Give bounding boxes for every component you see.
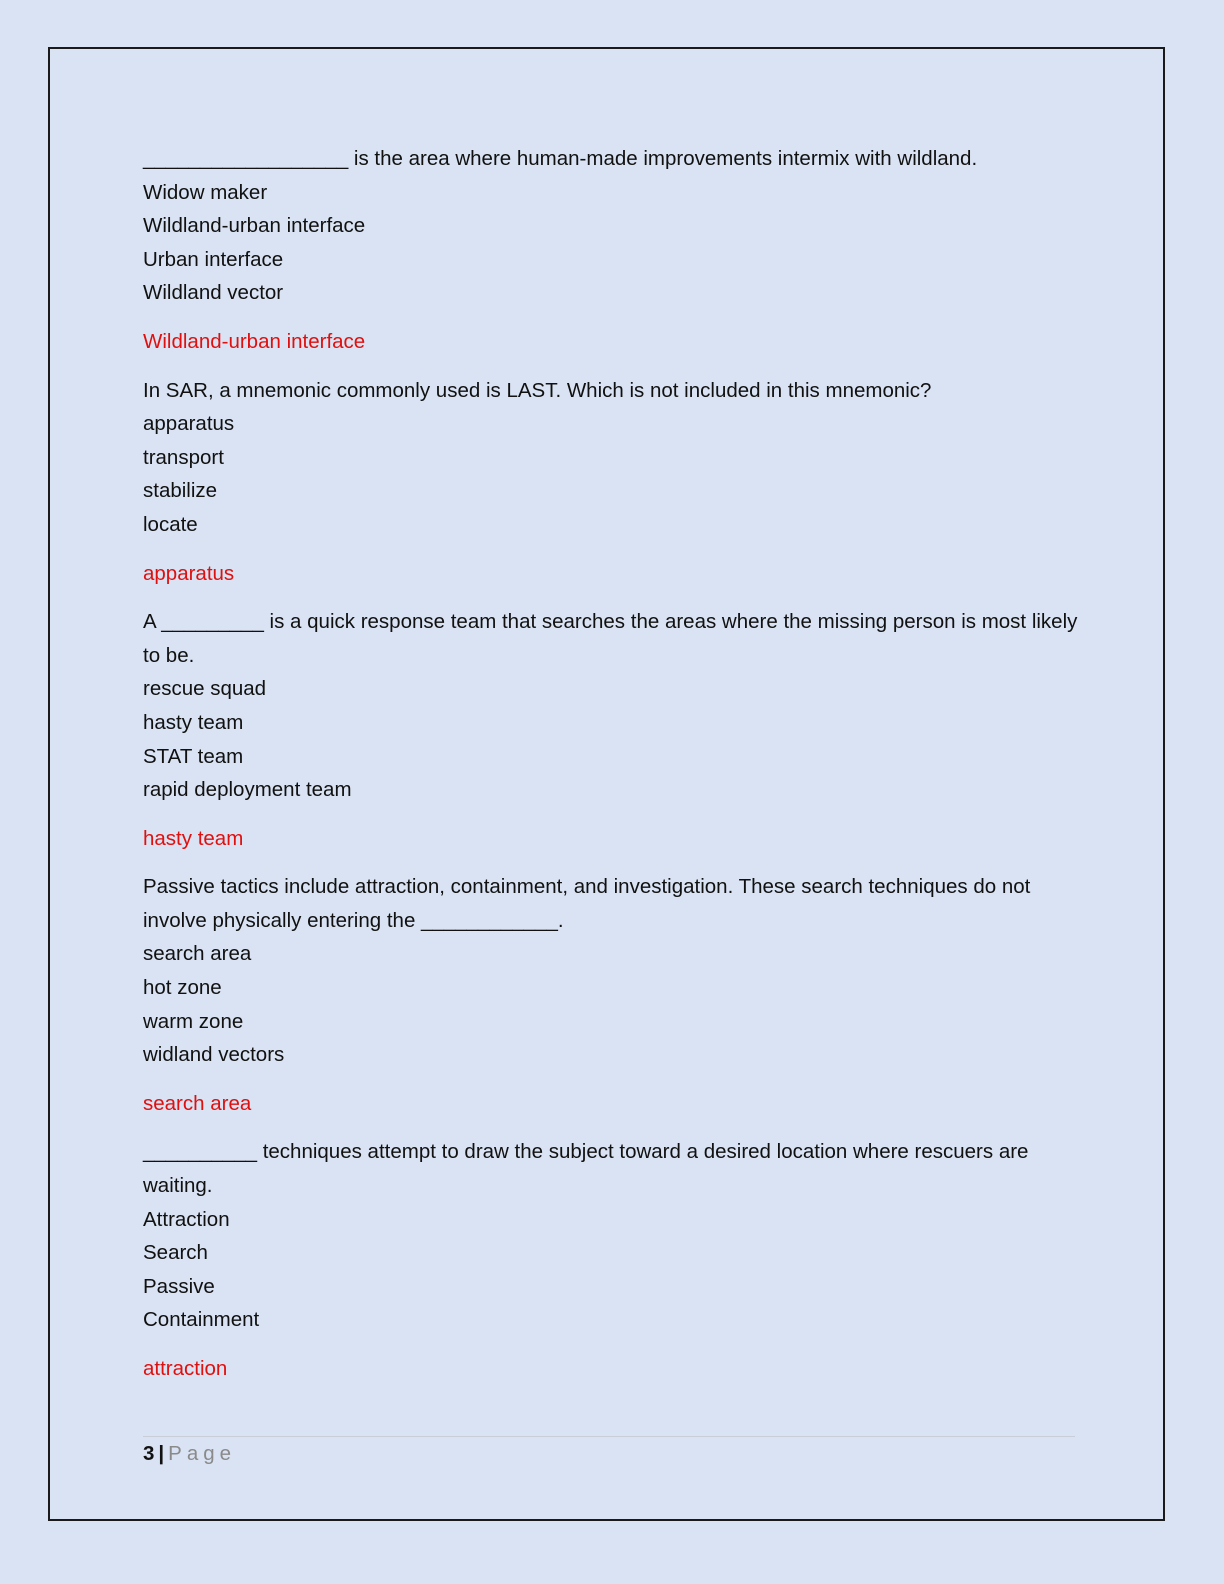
option-item: Wildland vector bbox=[143, 281, 284, 305]
option-item: widland vectors bbox=[143, 1043, 285, 1067]
option-item: Containment bbox=[143, 1308, 260, 1332]
option-item: search area bbox=[143, 942, 252, 966]
page-footer bbox=[143, 1439, 236, 1469]
answer-text: Wildland-urban interface bbox=[143, 329, 366, 353]
answer-text: attraction bbox=[143, 1357, 228, 1380]
option-item: hasty team bbox=[143, 710, 244, 734]
question-text: Passive tactics include attraction, containment, and investigation. These search techniques do not involve physically entering the ____________. bbox=[143, 875, 1031, 932]
answer-text: apparatus bbox=[143, 561, 235, 585]
question-block-2 bbox=[143, 374, 1078, 591]
question-text: In SAR, a mnemonic commonly used is LAST. Which is not included in this mnemonic? bbox=[143, 378, 932, 402]
question-block-1 bbox=[143, 142, 1078, 359]
question-block-5 bbox=[143, 1135, 1078, 1385]
question-text: __________ techniques attempt to draw the subject toward a desired location where rescuers are waiting. bbox=[143, 1140, 1029, 1198]
page-number: 3 bbox=[143, 1442, 155, 1465]
option-item: Passive bbox=[143, 1274, 215, 1298]
option-item: Wildland-urban interface bbox=[143, 214, 366, 238]
document-content bbox=[143, 142, 1078, 1401]
option-item: hot zone bbox=[143, 976, 222, 1000]
answer-text: search area bbox=[143, 1091, 252, 1115]
option-item: locate bbox=[143, 512, 198, 536]
question-text: __________________ is the area where human-made improvements intermix with wildland. bbox=[143, 147, 978, 170]
option-item: Attraction bbox=[143, 1207, 230, 1231]
question-block-3 bbox=[143, 605, 1078, 855]
option-item: Search bbox=[143, 1241, 208, 1265]
footer-divider bbox=[143, 1436, 1075, 1437]
option-item: warm zone bbox=[143, 1009, 244, 1033]
option-item: transport bbox=[143, 445, 224, 469]
option-item: apparatus bbox=[143, 412, 235, 436]
option-item: Widow maker bbox=[143, 180, 268, 204]
option-item: stabilize bbox=[143, 479, 218, 503]
answer-text: hasty team bbox=[143, 826, 244, 850]
question-block-4 bbox=[143, 870, 1078, 1120]
question-text: A _________ is a quick response team that searches the areas where the missing person is most likely to be. bbox=[143, 610, 1078, 667]
page-label: Page bbox=[168, 1442, 237, 1465]
option-item: Urban interface bbox=[143, 247, 284, 271]
option-item: rapid deployment team bbox=[143, 778, 352, 802]
page-separator: | bbox=[158, 1442, 165, 1465]
option-item: STAT team bbox=[143, 744, 244, 768]
option-item: rescue squad bbox=[143, 677, 267, 701]
